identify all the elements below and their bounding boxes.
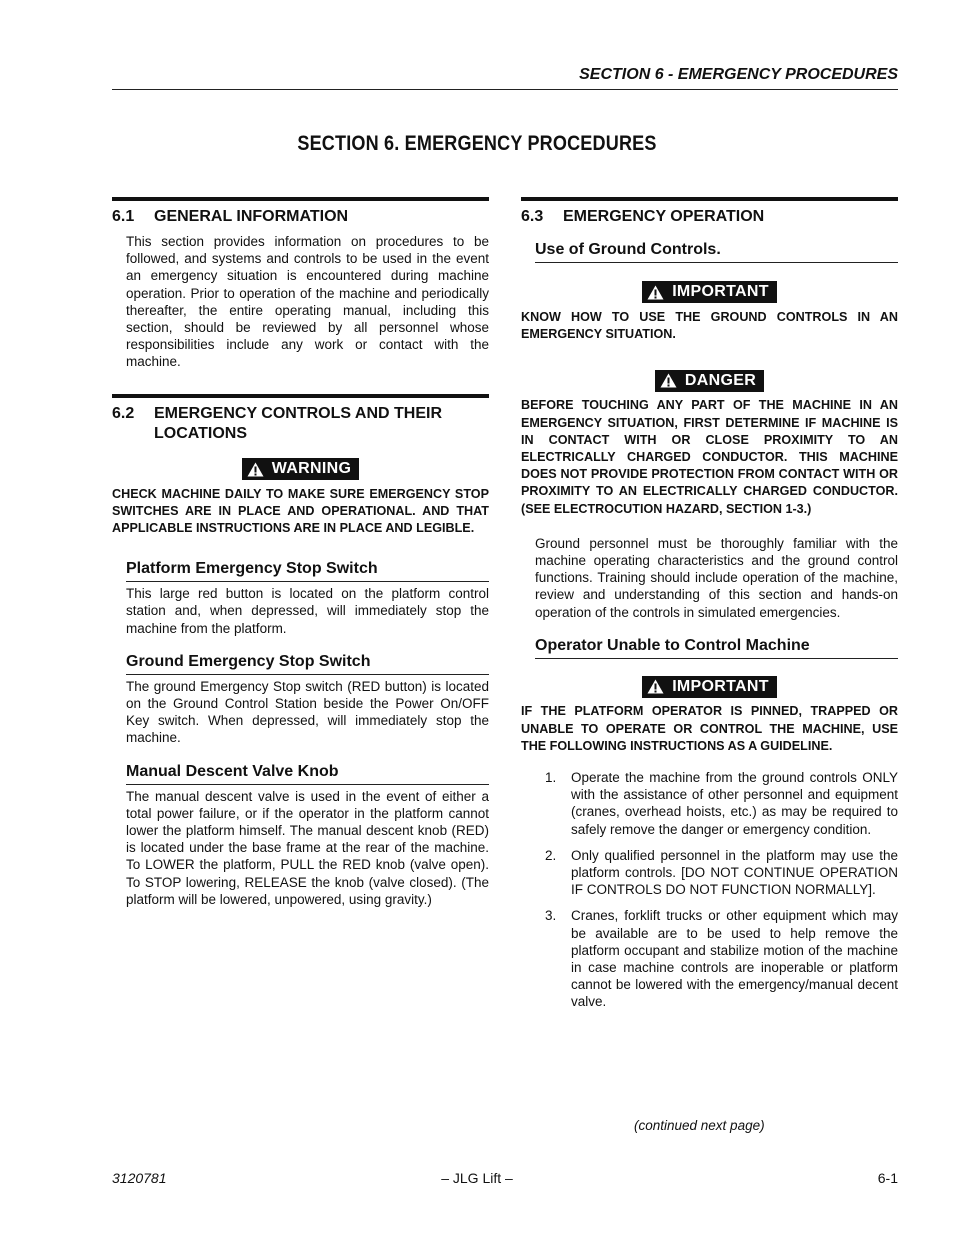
manual-descent-body: The manual descent valve is used in the event of either a total power failure, or if the operator in the platform cannot lower the platform himself. The manual descent knob (RED) is located under the base frame at the rear of the machine. To LOWER the platform, PULL the RED knob (valve open). To STOP lowering, RELEASE the knob (valve closed). (The platform will be lowered, unpowered, using gravity.) [126, 788, 489, 907]
manual-descent-block [112, 763, 489, 908]
important-badge-2-wrap [521, 676, 898, 700]
important-badge [642, 676, 777, 698]
warning-triangle-icon [247, 462, 264, 477]
instruction-list [521, 769, 898, 1011]
manual-descent-heading: Manual Descent Valve Knob [126, 763, 489, 785]
section-rule [112, 197, 489, 201]
list-item [545, 907, 898, 1010]
ground-stop-body: The ground Emergency Stop switch (RED button) is located on the Ground Control Station beside the Power On/OFF Key switch. When depressed, will immediately stop the machine. [126, 678, 489, 746]
section-6-3-heading [521, 207, 898, 227]
important-badge-wrap [521, 281, 898, 305]
footer-doc-number: 3120781 [112, 1170, 167, 1186]
list-number: 3. [545, 908, 557, 924]
ground-personnel-body: Ground personnel must be thoroughly familiar with the machine operating characteristics and the ground control functions. Training should include operation of the machine, review and understanding of this section and hands-on operation of the controls in simulated emergencies. [535, 535, 898, 620]
list-item [545, 847, 898, 899]
important-text: IF THE PLATFORM OPERATOR IS PINNED, TRAPPED OR UNABLE TO OPERATE OR CONTROL THE MACHINE, USE THE FOLLOWING INSTRUCTIONS AS A GUIDELINE. [521, 704, 898, 753]
section-rule [521, 197, 898, 201]
operator-unable-block [521, 637, 898, 659]
danger-label: DANGER [684, 371, 757, 389]
section-rule [112, 394, 489, 398]
warning-text: CHECK MACHINE DAILY TO MAKE SURE EMERGENCY STOP SWITCHES ARE IN PLACE AND OPERATIONAL. AND THAT APPLICABLE INSTRUCTIONS ARE IN PLACE AND LEGIBLE. [112, 486, 489, 535]
footer-page-number: 6-1 [877, 1170, 898, 1186]
operator-unable-heading: Operator Unable to Control Machine [535, 637, 898, 659]
important-label: IMPORTANT [672, 283, 769, 300]
section-title: EMERGENCY CONTROLS AND THEIR LOCATIONS [154, 405, 443, 442]
list-item [545, 769, 898, 838]
danger-badge [655, 370, 764, 392]
page-title: SECTION 6. EMERGENCY PROCEDURES [297, 132, 657, 155]
list-text: Operate the machine from the ground controls ONLY with the assistance of other personnel and equipment (cranes, overhead hoists, etc.) as may be required to safely remove the danger or emergency condition. [571, 769, 898, 837]
important-label: IMPORTANT [672, 677, 769, 695]
section-number: 6.3 [521, 208, 544, 225]
section-number: 6.1 [112, 208, 135, 225]
left-column [112, 197, 489, 371]
warning-label: WARNING [271, 460, 352, 477]
ground-controls-block [521, 241, 898, 263]
important-badge [642, 281, 777, 303]
section-title: EMERGENCY OPERATION [563, 208, 765, 225]
left-column-6-2 [112, 394, 489, 908]
list-number: 1. [545, 769, 557, 785]
danger-badge-wrap [521, 370, 898, 394]
section-title: GENERAL INFORMATION [154, 208, 349, 225]
general-info-body: This section provides information on procedures to be followed, and systems and controls to be used in the event an emergency situation is encountered during machine operation. Prior to operation of the machine and periodically thereafter, the entire operating manual, including this section, should be reviewed by all personnel whose responsibilities include any work or contact with the machine. [126, 234, 489, 370]
running-header: SECTION 6 - EMERGENCY PROCEDURES [579, 66, 898, 83]
warning-triangle-icon [660, 373, 677, 388]
danger-text: BEFORE TOUCHING ANY PART OF THE MACHINE IN AN EMERGENCY SITUATION, FIRST DETERMINE IF MACHINE IS IN CONTACT WITH OR CLOSE PROXIMITY TO AN ELECTRICALLY CHARGED CONDUCTOR. THIS MACHINE DOES NOT PROVIDE PROTECTION FROM CONTACT WITH OR PROXIMITY TO AN ELECTRICALLY CHARGED CONDUCTOR. (SEE ELECTROCUTION HAZARD, SECTION 1-3.) [521, 398, 898, 516]
important-text: KNOW HOW TO USE THE GROUND CONTROLS IN AN EMERGENCY SITUATION. [521, 309, 898, 341]
ground-stop-block [112, 653, 489, 747]
warning-triangle-icon [647, 285, 664, 300]
platform-stop-body: This large red button is located on the platform control station and, when depressed, will immediately stop the machine from the platform. [126, 586, 489, 636]
right-column [521, 197, 898, 1011]
section-6-2-heading [112, 404, 489, 444]
continued-note: (continued next page) [634, 1118, 765, 1133]
section-number: 6.2 [112, 405, 135, 422]
warning-badge [242, 458, 359, 480]
platform-stop-block [112, 560, 489, 637]
list-number: 2. [545, 847, 557, 863]
list-text: Only qualified personnel in the platform may use the platform controls. [DO NOT CONTINUE OPERATION IF CONTROLS DO NOT FUNCTION NORMALLY]. [571, 847, 898, 898]
platform-stop-heading: Platform Emergency Stop Switch [126, 560, 489, 582]
section-6-1-heading [112, 207, 489, 227]
ground-controls-heading: Use of Ground Controls. [535, 241, 898, 263]
warning-triangle-icon [647, 679, 664, 694]
list-text: Cranes, forklift trucks or other equipment which may be available are to be used to help remove the platform occupant and stabilize motion of the machine in case machine controls are inoperable or platform cannot be lowered with the emergency/manual decent valve. [571, 908, 898, 1010]
warning-badge-wrap [112, 458, 489, 482]
header-rule [112, 89, 898, 90]
footer-center: – JLG Lift – [441, 1170, 513, 1186]
ground-stop-heading: Ground Emergency Stop Switch [126, 653, 489, 675]
